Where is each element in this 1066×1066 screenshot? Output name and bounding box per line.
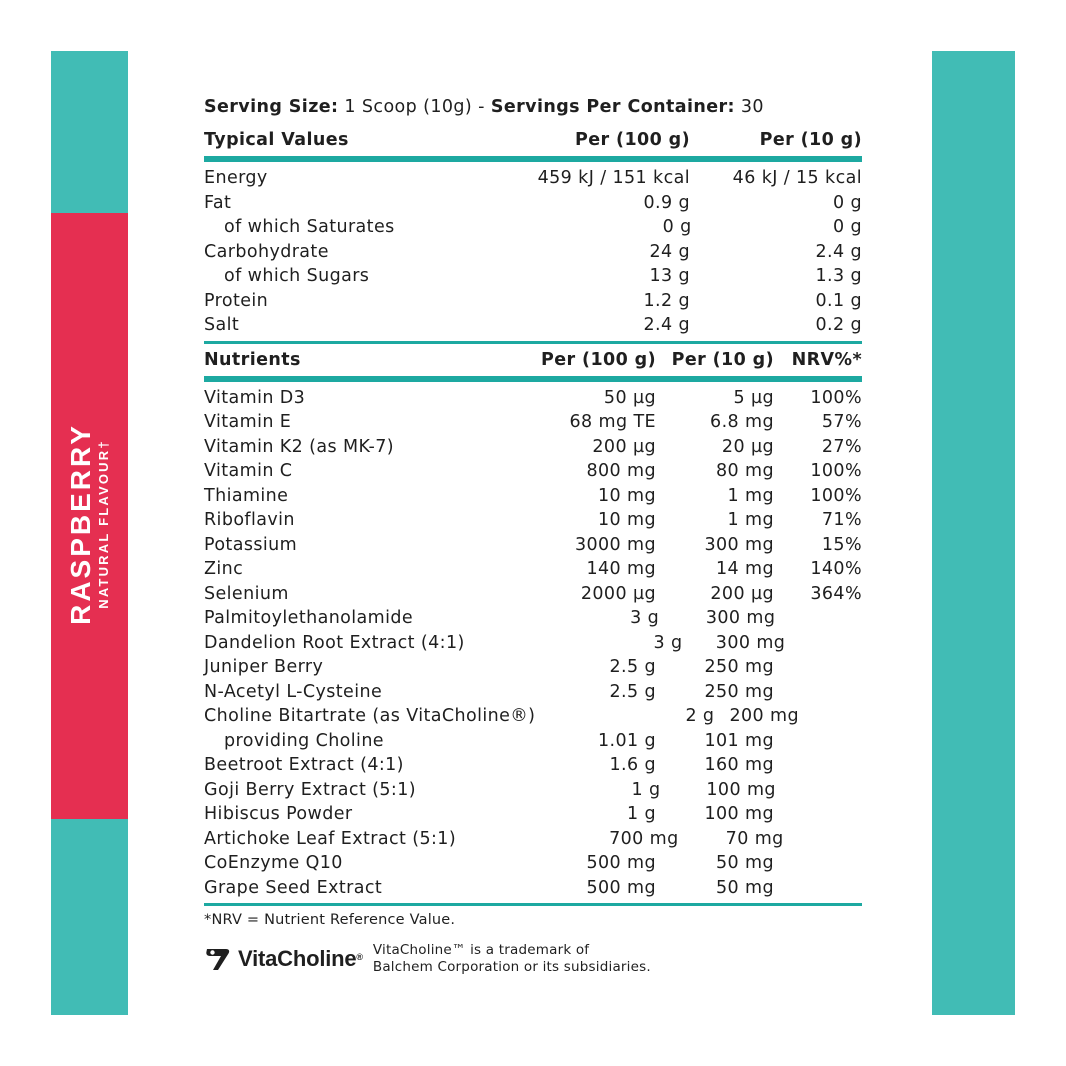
typical-row-per10: 2.4 g <box>815 241 862 262</box>
nutrient-row-name: Juniper Berry <box>204 657 324 677</box>
nutrient-row-per100: 500 mg <box>586 853 656 873</box>
nutrient-row-per10: 300 mg <box>715 632 786 653</box>
serving-size-value: 1 Scoop (10g) <box>344 97 473 117</box>
nrv-footnote: *NRV = Nutrient Reference Value. <box>204 912 456 928</box>
typical-values-header <box>204 124 862 156</box>
nutrient-row-per10: 50 mg <box>716 877 774 898</box>
nutrient-row-name: Beetroot Extract (4:1) <box>204 755 404 775</box>
typical-row <box>204 289 862 314</box>
nutrient-row-per100: 800 mg <box>586 461 656 481</box>
typical-row-name: Protein <box>204 290 269 311</box>
nutrient-row-per100: 2 g <box>685 706 715 726</box>
nutrient-row <box>204 655 862 680</box>
trademark-line-1: VitaCholine™ is a trademark of <box>372 942 590 958</box>
typical-row-per10: 0.1 g <box>815 290 862 311</box>
nutrient-row-nrv <box>775 606 862 631</box>
nutrient-row-per100: 2000 µg <box>580 583 656 604</box>
nutrient-row <box>204 484 862 509</box>
typical-row-per10: 46 kJ / 15 kcal <box>732 168 862 188</box>
nutrient-row-per100: 10 mg <box>598 485 656 506</box>
nutrient-row-nrv: 364% <box>810 583 862 604</box>
left-band-teal-bottom <box>51 819 128 1015</box>
servings-per-container-label: Servings Per Container: <box>490 97 735 117</box>
nutrient-row <box>204 802 862 827</box>
typical-row-per100: 24 g <box>649 241 690 262</box>
nutrient-row-nrv: 71% <box>821 510 862 530</box>
nutrients-header-per100: Per (100 g) <box>541 349 656 370</box>
nutrient-row-per10: 14 mg <box>716 559 774 579</box>
nutrient-row-nrv: 27% <box>821 436 862 457</box>
nutrient-row <box>204 533 862 558</box>
nutrient-row-per10: 160 mg <box>704 755 774 775</box>
nutrient-row-per10: 1 mg <box>727 510 774 530</box>
nutrient-row <box>204 410 862 435</box>
servings-per-container-value: 30 <box>740 97 764 117</box>
nutrient-row <box>204 606 862 631</box>
nutrient-row <box>204 582 862 607</box>
typical-header-per10: Per (10 g) <box>759 130 862 150</box>
trademark-note <box>373 942 651 976</box>
nutrient-row-per10: 6.8 mg <box>710 412 774 432</box>
typical-row-name: of which Saturates <box>224 217 395 237</box>
vitacholine-branding <box>204 942 862 976</box>
nutrient-row-nrv: 140% <box>810 559 862 579</box>
typical-values-table <box>204 166 862 338</box>
nutrient-row <box>204 876 862 901</box>
typical-row <box>204 264 862 289</box>
nutrient-row-per10: 100 mg <box>706 779 776 800</box>
nutrient-row-nrv <box>774 753 862 778</box>
nutrient-row-name: Goji Berry Extract (5:1) <box>204 779 416 800</box>
typical-row-per100: 1.2 g <box>643 290 690 311</box>
nutrient-row <box>204 851 862 876</box>
serving-info <box>204 90 862 124</box>
nutrient-row-per100: 2.5 g <box>609 657 656 677</box>
typical-row-per100: 13 g <box>649 266 690 286</box>
nutrition-panel <box>204 90 862 976</box>
nutrient-row-nrv: 15% <box>821 534 862 555</box>
nutrient-row <box>204 729 862 754</box>
typical-row-per10: 0.2 g <box>815 315 862 335</box>
nutrient-row <box>204 386 862 411</box>
nutrient-row-per100: 68 mg TE <box>569 412 656 432</box>
typical-row-per10: 1.3 g <box>815 266 862 286</box>
typical-row <box>204 166 862 191</box>
nutrients-header-per10: Per (10 g) <box>671 349 774 370</box>
nutrient-row-name: Vitamin C <box>204 461 293 481</box>
nutrient-row-name: Palmitoylethanolamide <box>204 608 414 628</box>
typical-row-name: Carbohydrate <box>204 241 329 262</box>
nutrient-row-per100: 1 g <box>631 779 661 800</box>
nutrient-row <box>204 704 862 729</box>
nutrient-row-name: Riboflavin <box>204 510 295 530</box>
nutrient-row-per10: 101 mg <box>704 730 774 751</box>
typical-row-per10: 0 g <box>832 192 862 213</box>
nutrient-row-nrv <box>774 680 862 705</box>
nutrient-row-name: Thiamine <box>204 485 289 506</box>
typical-row <box>204 313 862 338</box>
nutrient-row-per100: 1.01 g <box>597 730 656 751</box>
nutrient-row-name: Hibiscus Powder <box>204 804 353 824</box>
nutrient-row-per10: 1 mg <box>727 485 774 506</box>
nutrient-row-nrv <box>774 655 862 680</box>
flavour-label <box>66 423 112 625</box>
typical-header-name: Typical Values <box>204 130 349 150</box>
nutrient-row <box>204 557 862 582</box>
nutrient-row-name: Vitamin D3 <box>204 387 306 408</box>
nutrient-row-nrv <box>785 631 862 656</box>
nutrient-row-per100: 10 mg <box>598 510 656 530</box>
typical-row-name: of which Sugars <box>224 266 370 286</box>
vitacholine-logo-reg: ® <box>356 952 363 962</box>
serving-size-label: Serving Size: <box>204 97 339 117</box>
vitacholine-logo <box>204 946 363 972</box>
nutrient-row-per100: 3000 mg <box>574 534 656 555</box>
nutrient-row-name: providing Choline <box>224 730 384 751</box>
nutrients-header-nrv: NRV%* <box>791 349 862 370</box>
flavour-subtitle: NATURAL FLAVOUR† <box>96 439 111 609</box>
nutrient-row-per10: 70 mg <box>725 828 784 849</box>
nutrient-row-per100: 3 g <box>630 608 660 628</box>
nutrient-row <box>204 435 862 460</box>
nutrient-row-per10: 300 mg <box>704 534 774 555</box>
nutrients-table <box>204 386 862 901</box>
nutrient-row-name: Dandelion Root Extract (4:1) <box>204 632 465 653</box>
typical-row-name: Salt <box>204 315 240 335</box>
nutrient-row <box>204 778 862 803</box>
nutrient-row-nrv <box>784 827 862 852</box>
nutrient-row-nrv <box>774 802 862 827</box>
nutrient-row-per100: 3 g <box>653 632 683 653</box>
nutrient-row <box>204 508 862 533</box>
nutrient-row-name: Potassium <box>204 534 298 555</box>
typical-row <box>204 240 862 265</box>
nutrient-row <box>204 827 862 852</box>
nutrient-row-name: Choline Bitartrate (as VitaCholine®) <box>204 706 536 726</box>
nutrient-row-nrv <box>799 704 862 729</box>
nutrient-row-name: Vitamin E <box>204 412 292 432</box>
nutrient-row-per10: 5 µg <box>733 387 774 408</box>
nutrients-header <box>204 344 862 376</box>
nutrient-row-nrv: 100% <box>810 485 862 506</box>
nutrient-row <box>204 680 862 705</box>
nutrient-row-nrv: 57% <box>821 412 862 432</box>
nutrient-row-nrv <box>774 876 862 901</box>
typical-row <box>204 215 862 240</box>
nutrient-row-nrv <box>776 778 862 803</box>
table-end-rule <box>204 903 862 906</box>
nutrient-row-nrv <box>774 729 862 754</box>
nutrient-row-per10: 250 mg <box>704 657 774 677</box>
vitacholine-logo-icon <box>204 946 232 972</box>
nutrients-header-name: Nutrients <box>204 349 301 370</box>
nutrient-row <box>204 459 862 484</box>
nutrient-row-nrv: 100% <box>810 461 862 481</box>
typical-row-name: Fat <box>204 192 232 213</box>
nutrient-row-per10: 300 mg <box>705 608 776 628</box>
nutrient-row-name: N-Acetyl L-Cysteine <box>204 681 383 702</box>
nutrient-row-per100: 500 mg <box>586 877 656 898</box>
vitacholine-logo-text: VitaCholine <box>238 946 357 971</box>
typical-row-per100: 2.4 g <box>643 315 690 335</box>
nutrient-row-per100: 50 µg <box>603 387 656 408</box>
nutrient-row-per100: 200 µg <box>592 436 656 457</box>
nutrient-row-per10: 200 mg <box>729 706 799 726</box>
right-band-teal <box>932 51 1015 1015</box>
nutrient-row-name: Zinc <box>204 559 244 579</box>
typical-row-per100: 0 g <box>662 217 692 237</box>
typical-row-per100: 0.9 g <box>643 192 690 213</box>
nutrient-row-name: Vitamin K2 (as MK-7) <box>204 436 395 457</box>
nutrient-row-per10: 20 µg <box>721 436 774 457</box>
trademark-line-2: Balchem Corporation or its subsidiaries. <box>372 959 651 975</box>
typical-row-per100: 459 kJ / 151 kcal <box>537 168 690 188</box>
nutrient-row-per100: 700 mg <box>609 828 679 849</box>
nutrient-row-nrv: 100% <box>810 387 862 408</box>
nutrient-row-per10: 200 µg <box>710 583 774 604</box>
typical-row-per10: 0 g <box>832 217 862 237</box>
left-band-teal-top <box>51 51 128 213</box>
nutrient-row-name: Selenium <box>204 583 289 604</box>
nutrient-row-name: Artichoke Leaf Extract (5:1) <box>204 828 457 849</box>
flavour-name: RASPBERRY <box>65 423 96 625</box>
nutrient-row-per10: 80 mg <box>716 461 774 481</box>
nutrient-row-per100: 140 mg <box>586 559 656 579</box>
nutrient-row-per100: 2.5 g <box>609 681 656 702</box>
nutrient-row-per10: 50 mg <box>716 853 774 873</box>
nutrient-row <box>204 753 862 778</box>
nutrient-row-name: Grape Seed Extract <box>204 877 383 898</box>
nutrient-row-name: CoEnzyme Q10 <box>204 853 343 873</box>
nutrient-row-per10: 100 mg <box>704 804 774 824</box>
typical-row <box>204 191 862 216</box>
nutrient-row-per100: 1 g <box>626 804 656 824</box>
nutrient-row-per100: 1.6 g <box>609 755 656 775</box>
nutrient-row <box>204 631 862 656</box>
typical-header-per100: Per (100 g) <box>575 130 690 150</box>
serving-separator: - <box>478 97 485 117</box>
nutrient-row-nrv <box>774 851 862 876</box>
typical-row-name: Energy <box>204 168 268 188</box>
nutrient-row-per10: 250 mg <box>704 681 774 702</box>
